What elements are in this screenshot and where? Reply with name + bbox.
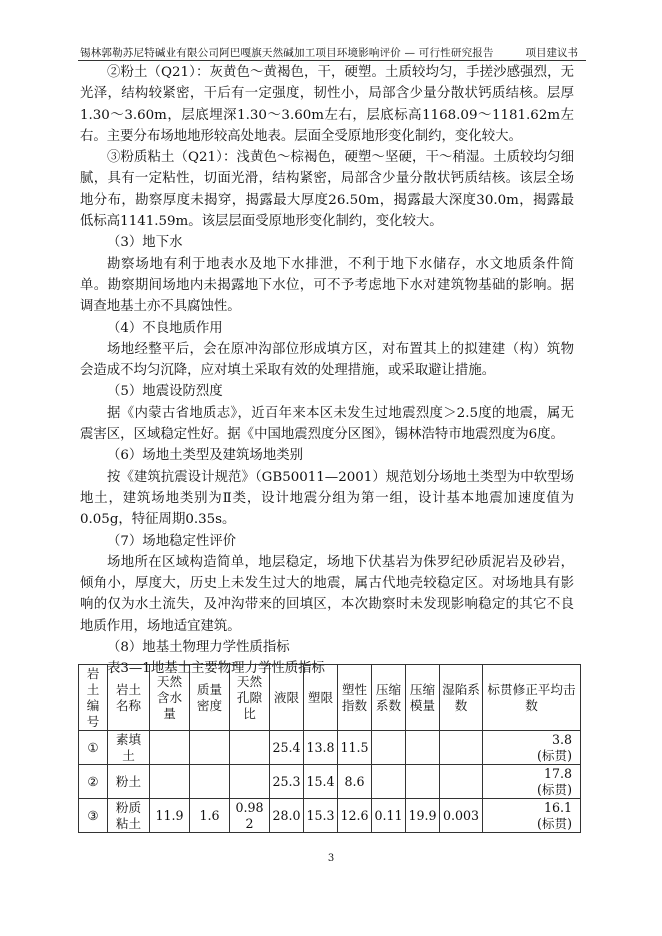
table-cell: 13.8 <box>304 731 338 765</box>
table-header-cell: 塑限 <box>304 665 338 731</box>
table-cell: 25.3 <box>270 765 304 799</box>
table-cell: ③ <box>79 799 108 833</box>
paragraph: 场地所在区域构造简单，地层稳定，场地下伏基岩为侏罗纪砂质泥岩及砂岩，倾角小，厚度大，历史上未发生过大的地震，属古代地壳较稳定区。对场地具有影响的仅为水土流失，及冲沟带来的回填区，本次勘察时未发现影响稳定的其它不良地质作用，场地适宜建筑。 <box>80 554 574 634</box>
table-header-cell: 天然含水量 <box>150 665 190 731</box>
table-cell: 19.9 <box>406 799 440 833</box>
body-text <box>80 62 574 680</box>
table-header-cell: 岩土编号 <box>79 665 108 731</box>
paragraph: 场地经整平后，会在原冲沟部位形成填方区，对布置其上的拟建建（构）筑物会造成不均匀沉降，应对填土采取有效的处理措施，或采取避让措施。 <box>80 341 574 379</box>
table-cell: 素填土 <box>108 731 150 765</box>
table-row <box>79 765 581 799</box>
section-heading: （4）不良地质作用 <box>107 320 223 336</box>
paragraph: 按《建筑抗震设计规范》（GB50011—2001）规范划分场地土类型为中软型场地土，建筑场地类别为Ⅱ类，设计地震分组为第一组，设计基本地震加速度值为0.05g，特征周期0.35s。 <box>80 469 574 528</box>
table-cell: 8.6 <box>338 765 372 799</box>
section-heading: （7）场地稳定性评价 <box>107 533 237 549</box>
table-header-cell: 塑性指数 <box>338 665 372 731</box>
table-cell: ① <box>79 731 108 765</box>
page-number: 3 <box>327 853 335 864</box>
table-cell: 0.11 <box>372 799 406 833</box>
header-doc-type: 项目建议书 <box>525 47 578 59</box>
table-header-row <box>79 665 581 731</box>
paragraph: 据《内蒙古省地质志》，近百年来本区未发生过地震烈度＞2.5度的地震，属无震害区，区域稳定性好。据《中国地震烈度分区图》，锡林浩特市地震烈度为6度。 <box>80 405 574 443</box>
paragraph: ②粉土（Q21）：灰黄色～黄褐色，干，硬塑。土质较均匀，手搓沙感强烈，无光泽，结构较紧密，干后有一定强度，韧性小，局部含少量分散状钙质结核。层厚1.30～3.60m，层底埋深1.30～3.60m左右，层底标高1168.09～1181.62m左右。主要分布场地地形较高处地表。层面全受原地形变化制约，变化较大。 <box>80 65 574 144</box>
table-cell: 1.6 <box>190 799 230 833</box>
table-cell: ② <box>79 765 108 799</box>
paragraph: ③粉质粘土（Q21）：浅黄色～棕褐色，硬塑～坚硬，干～稍湿。土质较均匀细腻，具有一定粘性，切面光滑，结构紧密，局部含少量分散状钙质结核。该层全场地分布，勘察厚度未揭穿，揭露最大厚度26.50m，揭露最大深度30.0m，揭露最低标高1141.59m。该层层面受原地形变化制约，变化较大。 <box>80 150 574 230</box>
table-header-cell: 压缩系数 <box>372 665 406 731</box>
table-header-cell: 标贯修正平均击数 <box>483 665 581 731</box>
header-project-title: 锡林郭勒苏尼特碱业有限公司阿巴嘎旗天然碱加工项目环境影响评价 — 可行性研究报告 <box>80 47 494 59</box>
table-cell: 25.4 <box>270 731 304 765</box>
table-cell <box>150 765 190 799</box>
table-cell <box>190 765 230 799</box>
table-cell <box>190 731 230 765</box>
table-cell: 粉质粘土 <box>108 799 150 833</box>
table-cell <box>406 731 440 765</box>
table-cell: 28.0 <box>270 799 304 833</box>
table-cell: 0.982 <box>230 799 270 833</box>
table-cell <box>372 731 406 765</box>
table-header-cell: 岩土名称 <box>108 665 150 731</box>
section-heading: （6）场地土类型及建筑场地类别 <box>107 448 303 464</box>
soil-properties-table <box>78 664 581 833</box>
table-cell: 粉土 <box>108 765 150 799</box>
section-heading: （3）地下水 <box>107 235 183 251</box>
table-cell <box>372 765 406 799</box>
table-header-cell: 液限 <box>270 665 304 731</box>
table-cell <box>230 731 270 765</box>
table-cell: 0.003 <box>440 799 483 833</box>
table-header-cell: 质量密度 <box>190 665 230 731</box>
table-row <box>79 799 581 833</box>
table-row <box>79 731 581 765</box>
table-cell <box>406 765 440 799</box>
page-header <box>78 44 586 61</box>
table-cell: 12.6 <box>338 799 372 833</box>
table-cell: 16.1 (标贯) <box>483 799 581 833</box>
table-cell: 11.5 <box>338 731 372 765</box>
table-header-cell: 天然孔隙比 <box>230 665 270 731</box>
table-cell: 11.9 <box>150 799 190 833</box>
table-header-cell: 湿陷系数 <box>440 665 483 731</box>
table-caption: 表3—1地基土主要物理力学性质指标 <box>107 661 325 677</box>
section-heading: （5）地震设防烈度 <box>107 384 223 400</box>
table-cell <box>150 731 190 765</box>
table-cell: 17.8 (标贯) <box>483 765 581 799</box>
table-header-cell: 压缩模量 <box>406 665 440 731</box>
table-cell <box>440 731 483 765</box>
section-heading: （8）地基土物理力学性质指标 <box>107 640 290 656</box>
table-cell: 15.3 <box>304 799 338 833</box>
table-cell: 3.8 (标贯) <box>483 731 581 765</box>
table-cell <box>440 765 483 799</box>
table-cell <box>230 765 270 799</box>
table-cell: 15.4 <box>304 765 338 799</box>
paragraph: 勘察场地有利于地表水及地下水排泄，不利于地下水储存，水文地质条件简单。勘察期间场地内未揭露地下水位，可不予考虑地下水对建筑物基础的影响。据调查地基土亦不具腐蚀性。 <box>80 256 574 315</box>
